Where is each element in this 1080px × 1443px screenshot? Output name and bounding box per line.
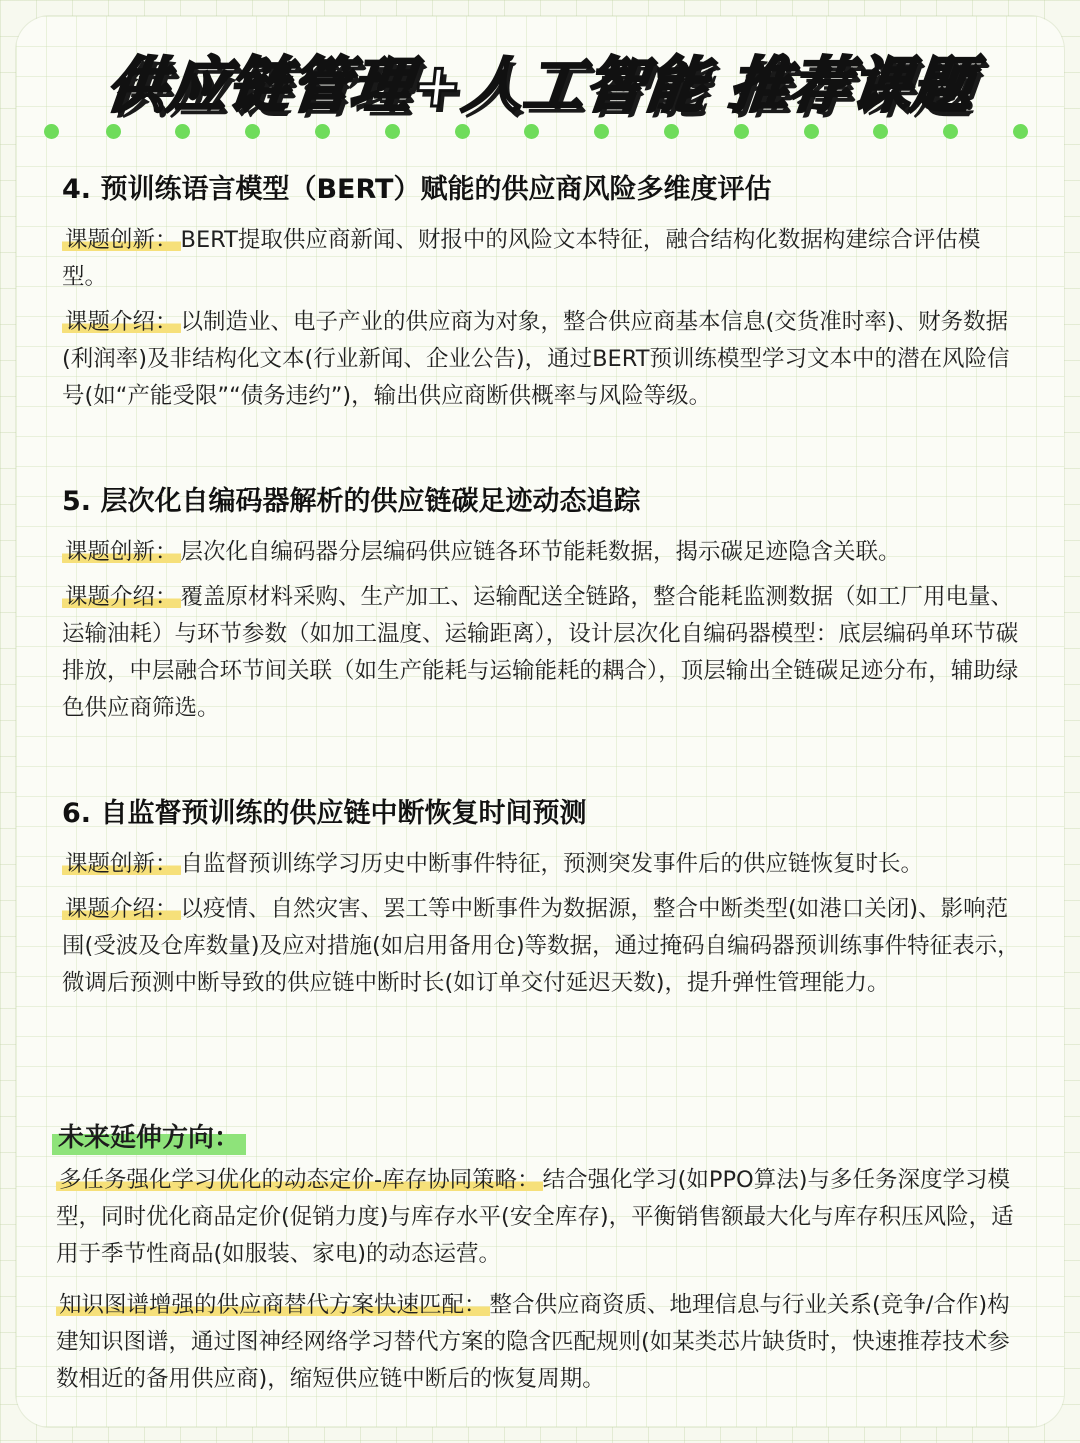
dot-icon (315, 124, 330, 139)
innovation-text: BERT提取供应商新闻、财报中的风险文本特征，融合结构化数据构建综合评估模型。 (62, 227, 981, 290)
innovation-label: 课题创新： (62, 851, 181, 877)
future-item-label: 知识图谱增强的供应商替代方案快速匹配： (56, 1292, 490, 1318)
future-heading: 未来延伸方向： (52, 1118, 246, 1158)
intro-label: 课题介绍： (62, 584, 181, 610)
intro-label: 课题介绍： (62, 309, 181, 335)
innovation-text: 层次化自编码器分层编码供应链各环节能耗数据，揭示碳足迹隐含关联。 (180, 539, 901, 565)
innovation-paragraph (62, 222, 1022, 296)
topic-section-6 (62, 792, 1022, 1002)
future-item (56, 1287, 1026, 1398)
intro-text: 覆盖原材料采购、生产加工、运输配送全链路，整合能耗监测数据（如工厂用电量、运输油耗）与环节参数（如加工温度、运输距离），设计层次化自编码器模型：底层编码单环节碳排放，中层融合环节间关联（如生产能耗与运输能耗的耦合），顶层输出全链碳足迹分布，辅助绿色供应商筛选。 (62, 584, 1019, 721)
dot-icon (44, 124, 59, 139)
innovation-paragraph (62, 534, 1022, 571)
topic-section-4 (62, 168, 1022, 480)
innovation-paragraph (62, 846, 1022, 883)
dot-icon (175, 124, 190, 139)
dot-icon (664, 124, 679, 139)
future-item-text: 整合供应商资质、地理信息与行业关系(竞争/合作)构建知识图谱，通过图神经网络学习替代方案的隐含匹配规则(如某类芯片缺货时，快速推荐技术参数相近的备用供应商)，缩短供应链中断后的恢复周期。 (56, 1292, 1010, 1392)
topic-section-5 (62, 480, 1022, 792)
dot-icon (804, 124, 819, 139)
dot-icon (594, 124, 609, 139)
future-item-text: 结合强化学习(如PPO算法)与多任务深度学习模型，同时优化商品定价(促销力度)与库存水平(安全库存)，平衡销售额最大化与库存积压风险，适用于季节性商品(如服装、家电)的动态运营。 (56, 1167, 1014, 1267)
topics-content (62, 168, 1022, 1010)
intro-text: 以疫情、自然灾害、罢工等中断事件为数据源，整合中断类型(如港口关闭)、影响范围(受波及仓库数量)及应对措施(如启用备用仓)等数据，通过掩码自编码器预训练事件特征表示，微调后预测中断导致的供应链中断时长(如订单交付延迟天数)，提升弹性管理能力。 (62, 896, 1020, 996)
dot-icon (106, 124, 121, 139)
intro-paragraph (62, 579, 1022, 727)
dot-icon (873, 124, 888, 139)
intro-label: 课题介绍： (62, 896, 181, 922)
section-heading: 4. 预训练语言模型（BERT）赋能的供应商风险多维度评估 (62, 174, 772, 205)
decorative-dots (44, 124, 1044, 140)
innovation-label: 课题创新： (62, 539, 181, 565)
section-heading: 6. 自监督预训练的供应链中断恢复时间预测 (62, 798, 587, 829)
dot-icon (734, 124, 749, 139)
future-directions (56, 1118, 1026, 1406)
intro-paragraph (62, 891, 1022, 1002)
dot-icon (1013, 124, 1028, 139)
innovation-text: 自监督预训练学习历史中断事件特征，预测突发事件后的供应链恢复时长。 (180, 851, 924, 877)
dot-icon (524, 124, 539, 139)
innovation-label: 课题创新： (62, 227, 181, 253)
future-item-label: 多任务强化学习优化的动态定价-库存协同策略： (56, 1167, 543, 1193)
dot-icon (245, 124, 260, 139)
dot-icon (455, 124, 470, 139)
dot-icon (385, 124, 400, 139)
intro-paragraph (62, 304, 1022, 415)
section-heading: 5. 层次化自编码器解析的供应链碳足迹动态追踪 (62, 486, 641, 517)
page-title: 供应链管理+人工智能 推荐课题 (103, 51, 977, 121)
dot-icon (943, 124, 958, 139)
future-item (56, 1162, 1026, 1273)
intro-text: 以制造业、电子产业的供应商为对象，整合供应商基本信息(交货准时率)、财务数据(利润率)及非结构化文本(行业新闻、企业公告)，通过BERT预训练模型学习文本中的潜在风险信号(如“产能受限”“债务违约”)，输出供应商断供概率与风险等级。 (62, 309, 1010, 409)
